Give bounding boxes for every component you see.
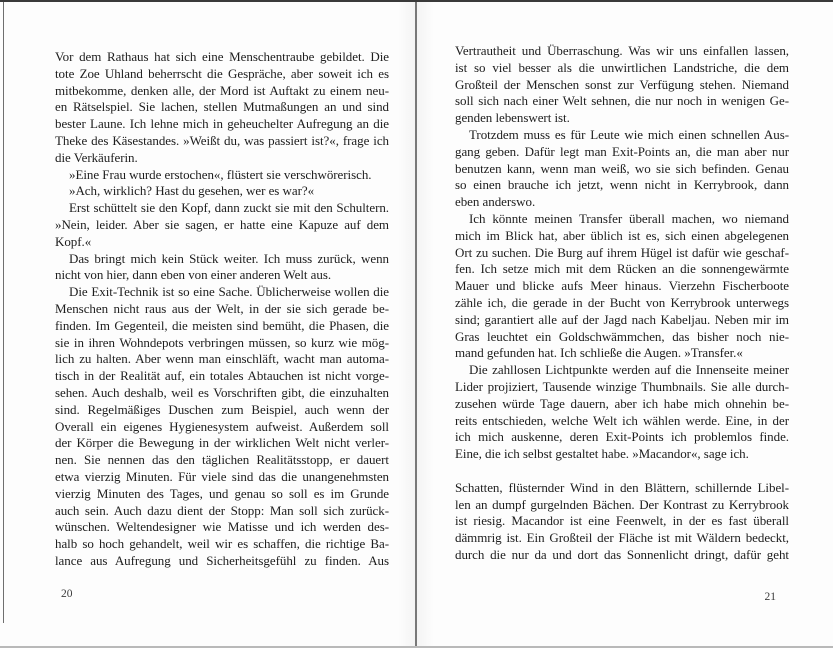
text-line: Mauer und blicke aufs Meer hinaus. Vierzehn Fischerboote <box>455 278 789 294</box>
text-line: dämmrig ist. Ein Großteil der Fläche ist mit Wäldern bedeckt, <box>455 530 789 546</box>
text-line: finden. Im Gegenteil, die meisten sind bemüht, die Phasen, die <box>55 317 389 333</box>
text-line: ist riesig. Macandor ist eine Feenwelt, in der es fast überall <box>455 513 789 529</box>
text-line: len an dumpf gurgelnden Bächen. Der Kontrast zu Kerrybrook <box>455 496 789 512</box>
text-line: die Verkäuferin. <box>55 149 138 165</box>
left-page-text <box>55 49 389 570</box>
text-line: genden lebenswert ist. <box>455 110 570 126</box>
text-line: Die zahllosen Lichtpunkte werden auf die Innenseite meiner <box>469 362 789 378</box>
text-line: nen. Sie nennen das den täglichen Realitätsstopp, er dauert <box>55 452 389 468</box>
text-line: Großteil der Menschen sonst zur Verfügung stehen. Niemand <box>455 76 789 92</box>
page-number-right: 21 <box>764 591 776 603</box>
text-line: mand gefunden hat. Ich schließe die Augen. »Transfer.« <box>455 345 743 361</box>
text-line: lich zu halten. Aber wenn man einschläft, wacht man automa- <box>55 351 389 367</box>
page-number-left: 20 <box>61 588 73 600</box>
text-line: zähle ich, die gerade in der Bucht von Kerrybrook unterwegs <box>455 294 789 310</box>
text-line: etwa vierzig Minuten. Für viele sind das die unangenehmsten <box>55 468 389 484</box>
paragraph <box>455 211 789 362</box>
text-line: Menschen nicht raus aus der Welt, in der sie sich gerade be- <box>55 300 389 316</box>
text-line: halb so hoch gehandelt, weil wir es schaffen, die richtige Ba- <box>55 536 389 552</box>
text-line: tisch in der Realität auf, ein totales Abtauchen ist nicht vorge- <box>55 368 389 384</box>
paragraph <box>55 251 389 285</box>
paragraph <box>55 183 389 200</box>
text-line: sind; garantiert alle auf der Jagd nach Kabeljau. Neben mir im <box>455 311 789 327</box>
text-line: ich mich auskenne, deren Exit-Points ich problemlos finde. <box>455 429 789 445</box>
text-line: Ort zu suchen. Die Burg auf ihrem Hügel ist dafür wie geschaf- <box>455 244 789 260</box>
paragraph <box>55 200 389 250</box>
text-line: Ich könnte meinen Transfer überall machen, wo niemand <box>469 210 789 226</box>
text-line: soll sich nach einer Welt sehnen, die nur noch in wenigen Ge- <box>455 93 789 109</box>
paragraph <box>55 49 389 167</box>
text-line: ist so viel besser als die unwirtlichen Landstriche, die dem <box>455 59 789 75</box>
text-line: sie in ihren Wohndepots verbringen müssen, so kurz wie mög- <box>55 334 389 350</box>
text-line: Erst schüttelt sie den Kopf, dann zuckt sie mit den Schultern. <box>69 200 389 216</box>
text-line: so einen brauche ich jetzt, wenn nicht in Kerrybrook, dann <box>455 177 789 193</box>
text-line: mitbekomme, denken alle, der Mord ist Auftakt zu einem neu- <box>55 82 389 98</box>
text-line: »Nein, leider. Aber sie sagen, er hatte eine Kapuze auf dem <box>55 216 389 232</box>
paragraph <box>455 43 789 127</box>
text-line: eben anderswo. <box>455 194 536 210</box>
text-line: fen. Ich setze mich mit dem Rücken an die sonnengewärmte <box>455 261 789 277</box>
left-edge-line <box>3 2 4 623</box>
paragraph <box>455 127 789 211</box>
gutter-line <box>415 2 417 648</box>
text-line: Theke des Käsestandes. »Weißt du, was passiert ist?«, frage ich <box>55 132 389 148</box>
text-line: mich im Blick hat, aber üblich ist es, sich einen abgelegenen <box>455 227 789 243</box>
text-line: wünschen. Weltendesigner wie Matisse und ich werden des- <box>55 519 389 535</box>
text-line: sind. Regelmäßiges Duschen zum Beispiel, auch wenn der <box>55 401 389 417</box>
text-line: sehen. Auch deshalb, weil es Vorschriften gibt, die einzuhalten <box>55 384 389 400</box>
text-line: Vor dem Rathaus hat sich eine Menschentraube gebildet. Die <box>55 49 389 64</box>
text-line: Vertrautheit und Überraschung. Was wir uns einfallen lassen, <box>455 43 789 58</box>
paragraph <box>55 167 389 184</box>
paragraph <box>55 284 389 570</box>
text-line: Overall ein eigenes Hygienesystem aufweist. Außerdem soll <box>55 418 389 434</box>
text-line: gang geben. Dafür legt man Exit-Points an, die man aber nur <box>455 143 789 159</box>
text-line: Gras leuchtet ein Goldschwämmchen, das bisher noch nie- <box>455 328 789 344</box>
text-line: vierzig Minuten des Tages, und genau so soll es im Grunde <box>55 485 389 501</box>
paragraph <box>455 362 789 463</box>
text-line: zusehen würde Tage dauern, aber ich habe mich ohnehin be- <box>455 395 789 411</box>
text-line: Schatten, flüsternder Wind in den Blättern, schillernde Libel- <box>455 479 789 495</box>
text-line: Lider projiziert, Tausende winzige Thumbnails. Sie alle durch- <box>455 378 789 394</box>
text-line: »Eine Frau wurde erstochen«, flüstert sie verschwörerisch. <box>69 166 372 182</box>
text-line: Eine, die ich selbst gestaltet habe. »Macandor«, sage ich. <box>455 446 749 462</box>
text-line: durch die nur da und dort das Sonnenlicht dringt, dafür geht <box>455 546 789 562</box>
text-line: lance aus Aufregung und Sicherheitsgefühl zu finden. Aus <box>55 552 389 568</box>
text-line: en Rätselspiel. Sie lachen, stellen Mutmaßungen an und sind <box>55 99 389 115</box>
text-line: benutzen kann, wenn man weiß, wo sie sich befinden. Genau <box>455 160 789 176</box>
text-line: reits entschieden, welche Welt ich wählen werde. Eine, in der <box>455 412 789 428</box>
text-line: bester Laune. Ich lehne mich in geheuchelter Aufregung an die <box>55 116 389 132</box>
text-line: Die Exit-Technik ist so eine Sache. Üblicherweise wollen die <box>69 284 389 300</box>
paragraph <box>455 480 789 564</box>
text-line: der Körper die Bewegung in der wirklichen Welt nicht verler- <box>55 435 389 451</box>
text-line: Trotzdem muss es für Leute wie mich einen schnellen Aus- <box>469 126 789 142</box>
text-line: Kopf.« <box>55 233 92 249</box>
right-page-text <box>455 43 789 564</box>
text-line: Das bringt mich kein Stück weiter. Ich muss zurück, wenn <box>69 250 389 266</box>
text-line: nicht von hier, dann eben von einer anderen Welt aus. <box>55 267 332 283</box>
text-line: auch sein. Auch dazu dient der Stopp: Man soll sich zurück- <box>55 502 389 518</box>
text-line: tote Zoe Uhland beherrscht die Gespräche, aber soweit ich es <box>55 65 389 81</box>
text-line: »Ach, wirklich? Hast du gesehen, wer es war?« <box>69 183 315 199</box>
